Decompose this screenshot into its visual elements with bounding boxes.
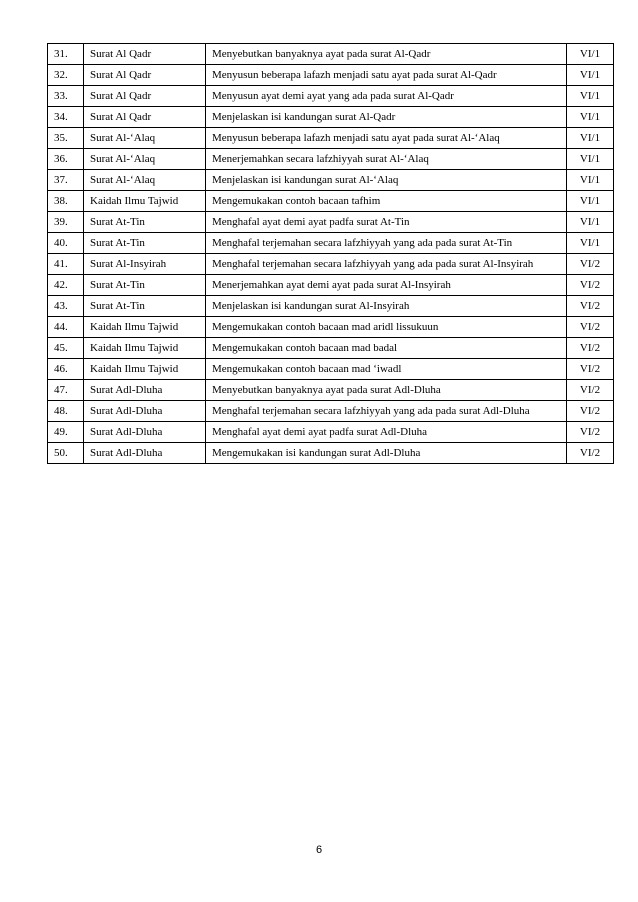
- indikator-cell: Menyusun beberapa lafazh menjadi satu ayat pada surat Al-Qadr: [206, 65, 567, 86]
- kelas-cell: VI/1: [567, 86, 614, 107]
- materi-cell: Kaidah Ilmu Tajwid: [84, 191, 206, 212]
- indikator-cell: Menyusun ayat demi ayat yang ada pada surat Al-Qadr: [206, 86, 567, 107]
- kelas-cell: VI/2: [567, 359, 614, 380]
- row-number-cell: 40.: [48, 233, 84, 254]
- materi-cell: Surat Al-‘Alaq: [84, 170, 206, 191]
- materi-cell: Surat Al-‘Alaq: [84, 128, 206, 149]
- table-row: [48, 233, 614, 254]
- table-row: [48, 44, 614, 65]
- page-number: 6: [315, 844, 323, 856]
- table-row: [48, 401, 614, 422]
- indikator-cell: Menghafal terjemahan secara lafzhiyyah yang ada pada surat Al-Insyirah: [206, 254, 567, 275]
- row-number-cell: 33.: [48, 86, 84, 107]
- row-number-cell: 47.: [48, 380, 84, 401]
- materi-cell: Surat Al Qadr: [84, 44, 206, 65]
- materi-cell: Kaidah Ilmu Tajwid: [84, 338, 206, 359]
- row-number-cell: 42.: [48, 275, 84, 296]
- indikator-cell: Menghafal terjemahan secara lafzhiyyah yang ada pada surat Adl-Dluha: [206, 401, 567, 422]
- table-row: [48, 254, 614, 275]
- kelas-cell: VI/1: [567, 191, 614, 212]
- indikator-cell: Menjelaskan isi kandungan surat Al-Insyirah: [206, 296, 567, 317]
- row-number-cell: 50.: [48, 443, 84, 464]
- materi-cell: Surat At-Tin: [84, 212, 206, 233]
- materi-cell: Surat Al Qadr: [84, 107, 206, 128]
- materi-cell: Surat At-Tin: [84, 275, 206, 296]
- row-number-cell: 34.: [48, 107, 84, 128]
- materi-cell: Surat Adl-Dluha: [84, 380, 206, 401]
- indikator-cell: Mengemukakan contoh bacaan mad badal: [206, 338, 567, 359]
- row-number-cell: 49.: [48, 422, 84, 443]
- kelas-cell: VI/1: [567, 149, 614, 170]
- materi-cell: Kaidah Ilmu Tajwid: [84, 359, 206, 380]
- kelas-cell: VI/2: [567, 443, 614, 464]
- indikator-cell: Menerjemahkan ayat demi ayat pada surat Al-Insyirah: [206, 275, 567, 296]
- materi-cell: Surat Adl-Dluha: [84, 422, 206, 443]
- kelas-cell: VI/2: [567, 317, 614, 338]
- table-row: [48, 170, 614, 191]
- row-number-cell: 36.: [48, 149, 84, 170]
- table-row: [48, 212, 614, 233]
- kelas-cell: VI/1: [567, 44, 614, 65]
- table-row: [48, 338, 614, 359]
- kelas-cell: VI/1: [567, 233, 614, 254]
- row-number-cell: 32.: [48, 65, 84, 86]
- indikator-cell: Menghafal ayat demi ayat padfa surat At-Tin: [206, 212, 567, 233]
- row-number-cell: 39.: [48, 212, 84, 233]
- table-row: [48, 296, 614, 317]
- table-row: [48, 317, 614, 338]
- kelas-cell: VI/1: [567, 212, 614, 233]
- indikator-cell: Mengemukakan contoh bacaan tafhim: [206, 191, 567, 212]
- materi-cell: Surat Al Qadr: [84, 86, 206, 107]
- indikator-cell: Mengemukakan isi kandungan surat Adl-Dluha: [206, 443, 567, 464]
- kelas-cell: VI/2: [567, 401, 614, 422]
- row-number-cell: 41.: [48, 254, 84, 275]
- row-number-cell: 31.: [48, 44, 84, 65]
- kelas-cell: VI/1: [567, 128, 614, 149]
- table-row: [48, 86, 614, 107]
- table-row: [48, 149, 614, 170]
- row-number-cell: 46.: [48, 359, 84, 380]
- materi-cell: Surat At-Tin: [84, 296, 206, 317]
- table-row: [48, 359, 614, 380]
- row-number-cell: 44.: [48, 317, 84, 338]
- indicator-table: [47, 43, 614, 464]
- indikator-cell: Menghafal ayat demi ayat padfa surat Adl-Dluha: [206, 422, 567, 443]
- materi-cell: Surat Al-‘Alaq: [84, 149, 206, 170]
- table-row: [48, 422, 614, 443]
- kelas-cell: VI/2: [567, 422, 614, 443]
- table-row: [48, 275, 614, 296]
- row-number-cell: 35.: [48, 128, 84, 149]
- materi-cell: Surat Al Qadr: [84, 65, 206, 86]
- kelas-cell: VI/1: [567, 107, 614, 128]
- indikator-cell: Mengemukakan contoh bacaan mad aridl lissukuun: [206, 317, 567, 338]
- table-row: [48, 191, 614, 212]
- indikator-cell: Menjelaskan isi kandungan surat Al-‘Alaq: [206, 170, 567, 191]
- indikator-cell: Menyebutkan banyaknya ayat pada surat Al-Qadr: [206, 44, 567, 65]
- row-number-cell: 43.: [48, 296, 84, 317]
- table-row: [48, 107, 614, 128]
- kelas-cell: VI/2: [567, 380, 614, 401]
- table-row: [48, 128, 614, 149]
- table-row: [48, 65, 614, 86]
- materi-cell: Surat Adl-Dluha: [84, 443, 206, 464]
- indikator-cell: Menyebutkan banyaknya ayat pada surat Adl-Dluha: [206, 380, 567, 401]
- kelas-cell: VI/1: [567, 65, 614, 86]
- table-row: [48, 380, 614, 401]
- kelas-cell: VI/2: [567, 338, 614, 359]
- indikator-cell: Menyusun beberapa lafazh menjadi satu ayat pada surat Al-‘Alaq: [206, 128, 567, 149]
- indikator-cell: Mengemukakan contoh bacaan mad ‘iwadl: [206, 359, 567, 380]
- indikator-cell: Menerjemahkan secara lafzhiyyah surat Al-‘Alaq: [206, 149, 567, 170]
- row-number-cell: 37.: [48, 170, 84, 191]
- indikator-cell: Menghafal terjemahan secara lafzhiyyah yang ada pada surat At-Tin: [206, 233, 567, 254]
- kelas-cell: VI/2: [567, 254, 614, 275]
- row-number-cell: 48.: [48, 401, 84, 422]
- kelas-cell: VI/2: [567, 275, 614, 296]
- materi-cell: Surat Al-Insyirah: [84, 254, 206, 275]
- indicator-table-body: [48, 44, 614, 464]
- kelas-cell: VI/1: [567, 170, 614, 191]
- indikator-cell: Menjelaskan isi kandungan surat Al-Qadr: [206, 107, 567, 128]
- row-number-cell: 38.: [48, 191, 84, 212]
- table-row: [48, 443, 614, 464]
- materi-cell: Surat At-Tin: [84, 233, 206, 254]
- row-number-cell: 45.: [48, 338, 84, 359]
- kelas-cell: VI/2: [567, 296, 614, 317]
- materi-cell: Kaidah Ilmu Tajwid: [84, 317, 206, 338]
- materi-cell: Surat Adl-Dluha: [84, 401, 206, 422]
